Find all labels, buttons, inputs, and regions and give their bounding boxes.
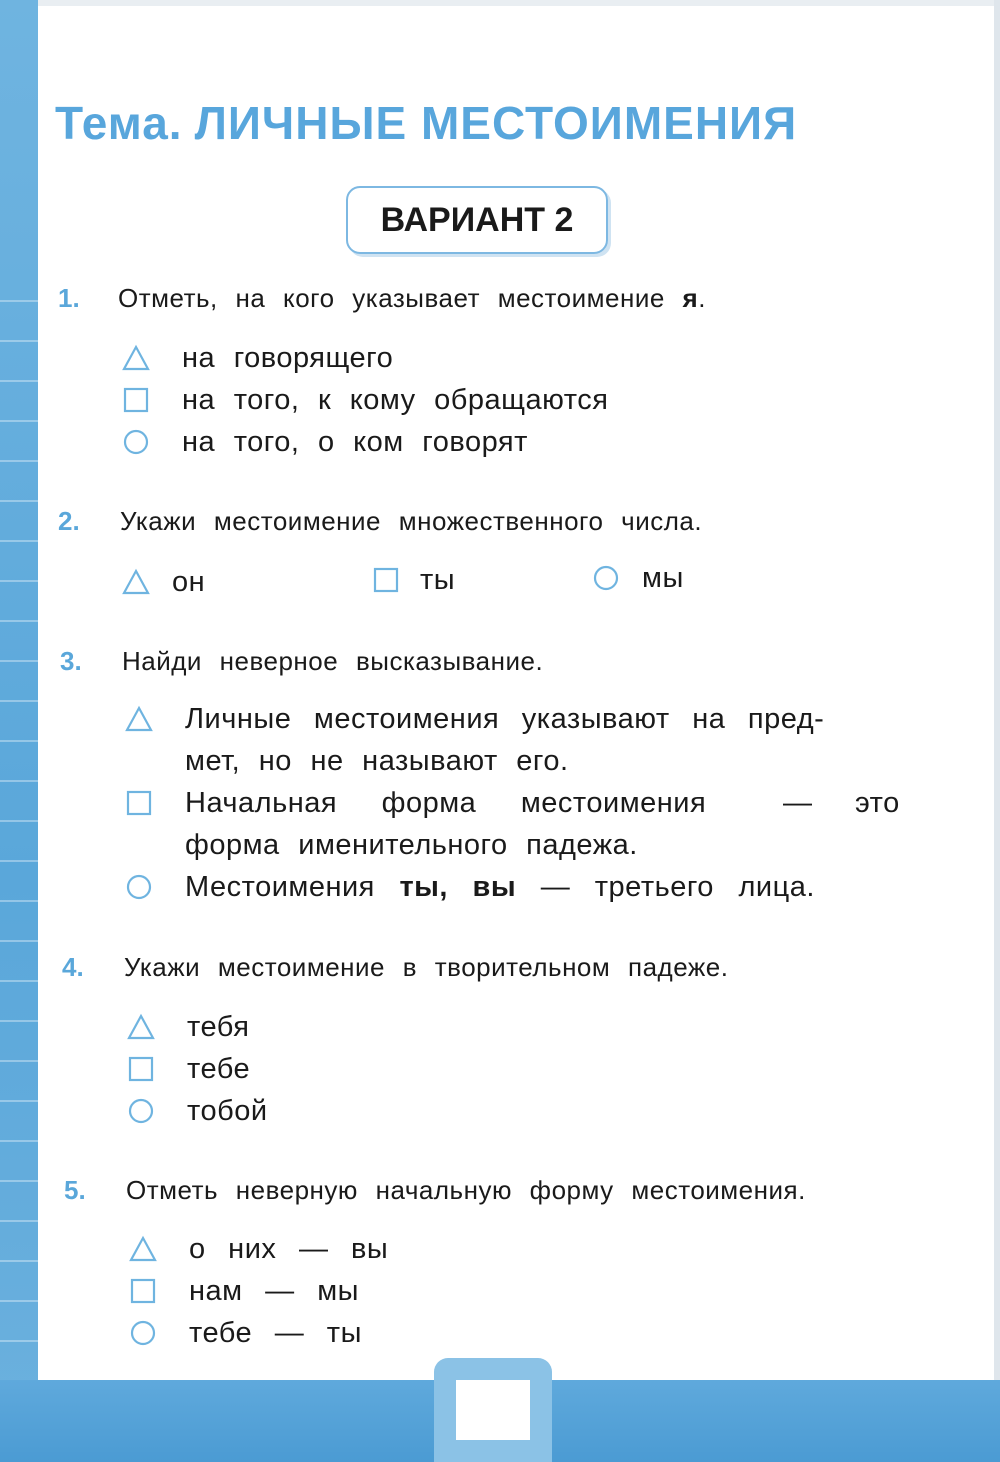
answer-option[interactable] [127,1006,249,1048]
option-text: на говорящего [182,342,394,374]
square-icon[interactable] [122,386,150,414]
triangle-icon[interactable] [122,344,150,372]
option-line-1-part-a: Начальная форма местоимения [185,787,707,819]
option-text: тебе — ты [189,1317,362,1349]
option-text: тобой [187,1095,268,1127]
answer-option[interactable] [129,1312,362,1354]
answer-option[interactable] [592,557,684,599]
answer-option[interactable] [122,421,528,463]
option-text-a: Местоимения [185,871,375,903]
page-title [55,96,797,150]
question-text [118,283,706,314]
triangle-icon[interactable] [129,1235,157,1263]
option-text: мы [642,562,684,594]
option-text: тебе [187,1053,251,1085]
option-line-2: мет, но не называют его. [185,745,569,777]
circle-icon[interactable] [122,428,150,456]
option-line-1 [185,782,905,824]
answer-option[interactable] [122,337,393,379]
answer-option[interactable] [129,1270,359,1312]
left-decorative-stripe [0,0,38,1462]
option-text [185,698,824,782]
title-prefix: Тема. [55,97,183,149]
top-page-edge [38,0,1000,6]
option-bold-a: ты, [399,871,448,903]
question-text: Укажи местоимение в творительном падеже. [124,952,729,982]
question-text: Укажи местоимение множественного числа. [120,506,703,536]
square-icon[interactable] [129,1277,157,1305]
question-text: Отметь неверную начальную форму местоимения. [126,1175,806,1205]
question-text-main: Отметь, на кого указывает местоимение [118,283,665,313]
answer-option[interactable] [372,559,455,601]
option-bold-b: вы [472,871,517,903]
square-icon[interactable] [127,1055,155,1083]
option-text: о них — вы [189,1233,389,1265]
option-line-1-dash: — [783,787,813,819]
triangle-icon[interactable] [125,705,153,733]
option-line-1: Личные местоимения указывают на пред- [185,703,825,735]
question-number: 2. [58,506,80,536]
square-icon[interactable] [372,566,400,594]
answer-option[interactable] [125,782,905,866]
right-page-edge [994,0,1000,1462]
answer-option[interactable] [122,379,608,421]
title-main: ЛИЧНЫЕ МЕСТОИМЕНИЯ [194,97,798,149]
question-text-end: . [698,283,706,313]
answer-option[interactable] [125,866,815,908]
page-number-tab [434,1358,552,1462]
triangle-icon[interactable] [122,568,150,596]
variant-badge: ВАРИАНТ 2 [346,186,608,254]
option-text [185,866,815,908]
circle-icon[interactable] [592,564,620,592]
option-text: он [172,566,206,598]
option-text: ты [420,564,456,596]
question-number: 1. [58,283,80,313]
option-text-b: — третьего лица. [540,871,815,903]
option-text: на того, о ком говорят [182,426,528,458]
answer-option[interactable] [125,698,824,782]
option-text: нам — мы [189,1275,359,1307]
option-line-1-part-c: это [855,787,900,819]
option-text: на того, к кому обращаются [182,384,609,416]
question-number: 4. [62,952,84,982]
triangle-icon[interactable] [127,1013,155,1041]
circle-icon[interactable] [127,1097,155,1125]
question-text: Найди неверное высказывание. [122,646,544,676]
answer-option[interactable] [129,1228,388,1270]
option-line-2: форма именительного падежа. [185,829,638,861]
circle-icon[interactable] [125,873,153,901]
option-text: тебя [187,1011,250,1043]
question-number: 3. [60,646,82,676]
page-number-box [456,1380,530,1440]
option-text [185,782,905,866]
circle-icon[interactable] [129,1319,157,1347]
answer-option[interactable] [122,561,205,603]
answer-option[interactable] [127,1090,268,1132]
answer-option[interactable] [127,1048,250,1090]
question-text-bold: я [682,283,699,313]
question-number: 5. [64,1175,86,1205]
square-icon[interactable] [125,789,153,817]
